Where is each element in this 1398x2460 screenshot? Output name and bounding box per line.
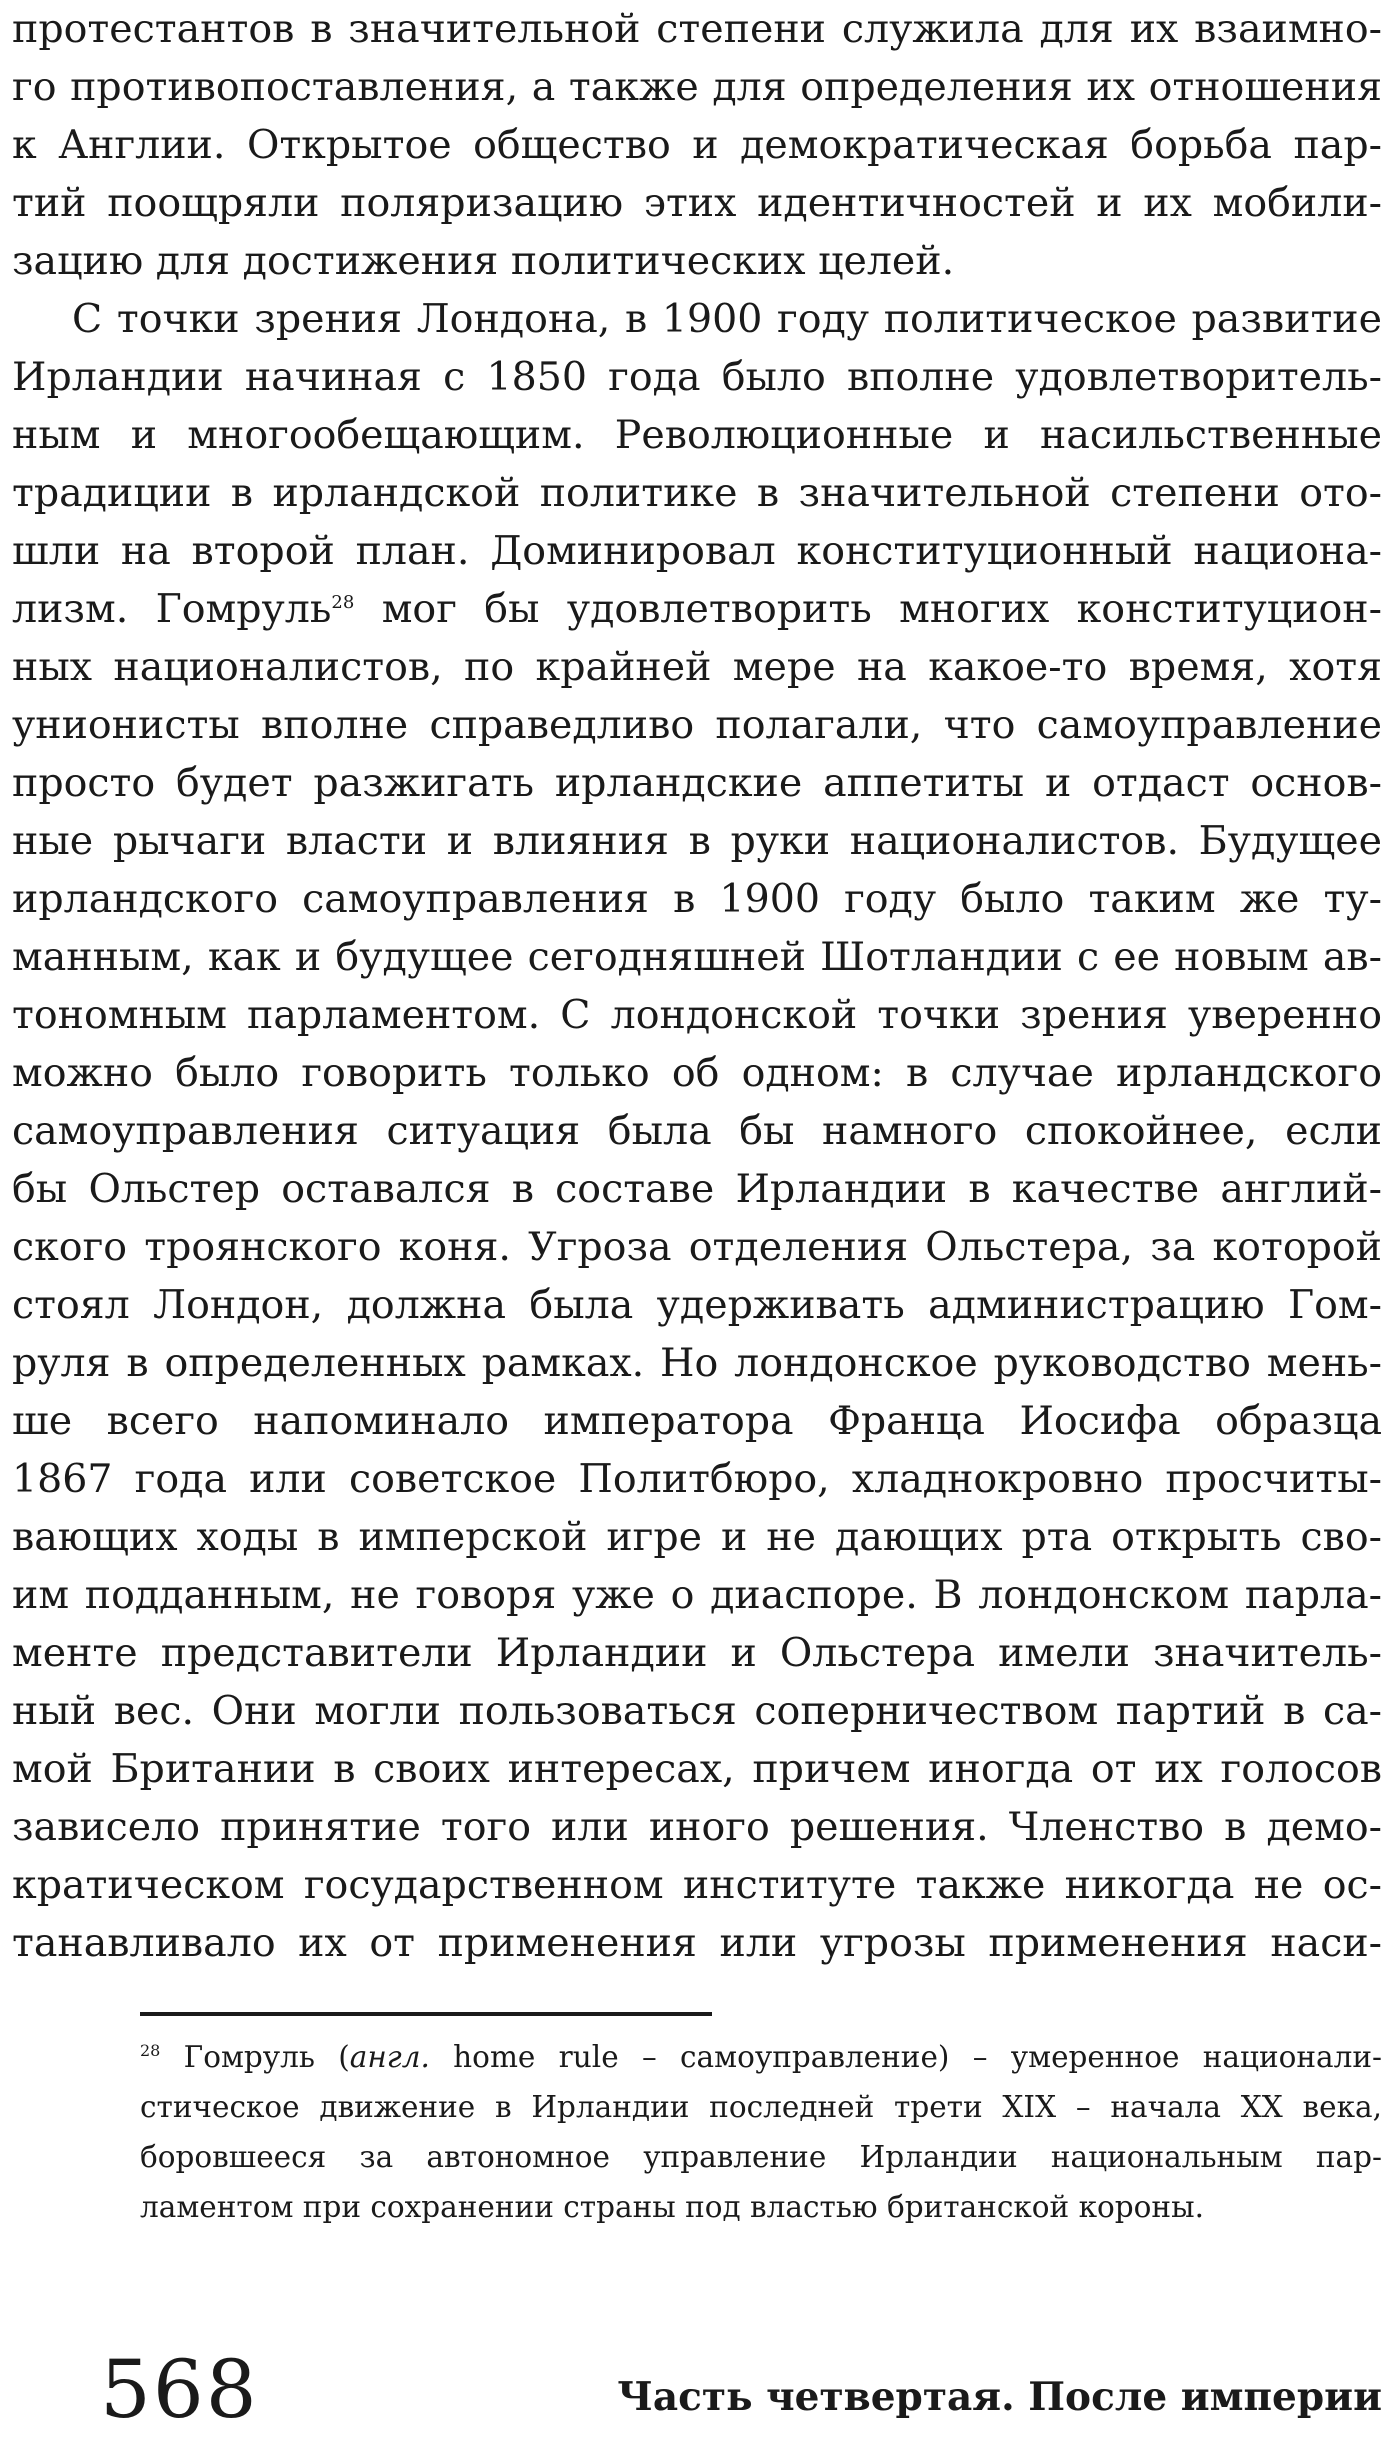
body-line: самоуправления ситуация была бы намного спокойнее, если xyxy=(12,1108,1382,1154)
body-line: мой Британии в своих интересах, причем иногда от их голосов xyxy=(12,1746,1382,1792)
body-line: ше всего напоминало императора Франца Иосифа образца xyxy=(12,1398,1382,1444)
body-line: кратическом государственном институте также никогда не ос- xyxy=(12,1862,1382,1908)
paragraph-start-line: С точки зрения Лондона, в 1900 году политическое развитие xyxy=(72,296,1382,342)
body-line: ирландского самоуправления в 1900 году было таким же ту- xyxy=(12,876,1382,922)
body-line: танавливало их от применения или угрозы применения наси- xyxy=(12,1920,1382,1966)
body-line-with-footnote-ref xyxy=(12,580,1382,638)
body-line: к Англии. Открытое общество и демократическая борьба пар- xyxy=(12,122,1382,168)
body-line: стоял Лондон, должна была удерживать администрацию Гом- xyxy=(12,1282,1382,1328)
footnote-line: стическое движение в Ирландии последней трети XIX – начала XX века, xyxy=(140,2090,1382,2124)
body-line: шли на второй план. Доминировал конституционный национа- xyxy=(12,528,1382,574)
body-line: го противопоставления, а также для определения их отношения xyxy=(12,64,1382,110)
footnote-reference[interactable]: 28 xyxy=(331,591,355,613)
body-line: унионисты вполне справедливо полагали, что самоуправление xyxy=(12,702,1382,748)
body-line: тономным парламентом. С лондонской точки зрения уверенно xyxy=(12,992,1382,1038)
body-line: 1867 года или советское Политбюро, хладнокровно просчиты- xyxy=(12,1456,1382,1502)
footnote-line: ламентом при сохранении страны под властью британской короны. xyxy=(140,2190,1204,2224)
body-line: можно было говорить только об одном: в случае ирландского xyxy=(12,1050,1382,1096)
body-line: менте представители Ирландии и Ольстера имели значитель- xyxy=(12,1630,1382,1676)
footnote-text: home rule – самоуправление) – умеренное национали- xyxy=(429,2040,1383,2074)
body-line: тий поощряли поляризацию этих идентичностей и их мобили- xyxy=(12,180,1382,226)
running-head: Часть четвертая. После империи xyxy=(617,2374,1382,2420)
body-line: вающих ходы в имперской игре и не дающих рта открыть сво- xyxy=(12,1514,1382,1560)
body-line: Ирландии начиная с 1850 года было вполне удовлетворитель- xyxy=(12,354,1382,400)
page-number: 568 xyxy=(100,2343,259,2436)
body-line: зависело принятие того или иного решения. Членство в демо- xyxy=(12,1804,1382,1850)
footnote-line: боровшееся за автономное управление Ирландии национальным пар- xyxy=(140,2140,1382,2174)
body-line: зацию для достижения политических целей. xyxy=(12,238,955,284)
body-line: ных националистов, по крайней мере на какое-то время, хотя xyxy=(12,644,1382,690)
body-line: просто будет разжигать ирландские аппетиты и отдаст основ- xyxy=(12,760,1382,806)
body-line: ского троянского коня. Угроза отделения Ольстера, за которой xyxy=(12,1224,1382,1270)
footnote-lead: Гомруль ( xyxy=(183,2040,350,2074)
body-line: манным, как и будущее сегодняшней Шотландии с ее новым ав- xyxy=(12,934,1382,980)
footnote-mark: 28 xyxy=(140,2041,161,2061)
footnote-line xyxy=(140,2032,1382,2082)
body-line-part: мог бы удовлетворить многих конституцион- xyxy=(381,586,1382,632)
body-line-part: лизм. Гомруль xyxy=(12,586,332,632)
footnote-separator xyxy=(140,2012,712,2016)
body-line: бы Ольстер оставался в составе Ирландии в качестве англий- xyxy=(12,1166,1382,1212)
body-line: протестантов в значительной степени служила для их взаимно- xyxy=(12,6,1382,52)
body-line: ный вес. Они могли пользоваться соперничеством партий в са- xyxy=(12,1688,1382,1734)
body-line: традиции в ирландской политике в значительной степени ото- xyxy=(12,470,1382,516)
body-line: ным и многообещающим. Революционные и насильственные xyxy=(12,412,1382,458)
body-line: им подданным, не говоря уже о диаспоре. В лондонском парла- xyxy=(12,1572,1382,1618)
body-line: руля в определенных рамках. Но лондонское руководство мень- xyxy=(12,1340,1382,1386)
footnote-abbr: англ. xyxy=(349,2040,430,2074)
body-line: ные рычаги власти и влияния в руки националистов. Будущее xyxy=(12,818,1382,864)
